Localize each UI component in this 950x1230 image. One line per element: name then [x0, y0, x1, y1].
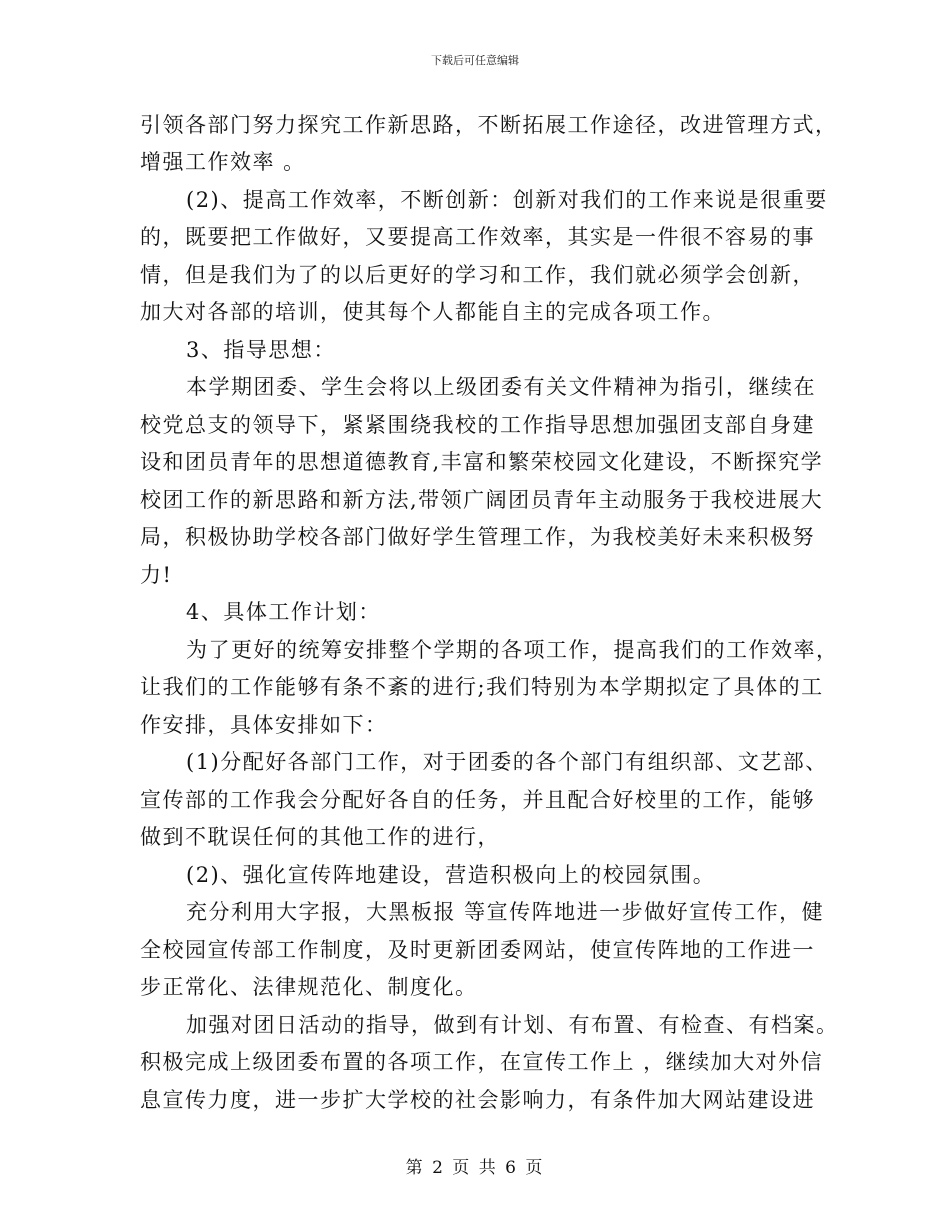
text-line: 步正常化、法律规范化、制度化。 [140, 975, 478, 999]
text-line: 积极完成上级团委布置的各项工作，在宣传工作上 ，继续加大对外信 [140, 1050, 824, 1074]
text-line: 校党总支的领导下，紧紧围绕我校的工作指导思想加强团支部自身建 [140, 413, 815, 437]
text-line: 局，积极协助学校各部门做好学生管理工作，为我校美好未来积极努 [140, 525, 815, 549]
text-line: 的，既要把工作做好，又要提高工作效率，其实是一件很不容易的事 [140, 225, 815, 249]
text-line: (2)、强化宣传阵地建设，营造积极向上的校园氛围。 [186, 863, 716, 887]
page-footer: 第 2 页 共 6 页 [405, 1158, 545, 1178]
text-line: 增强工作效率 。 [140, 150, 306, 174]
text-line: 息宣传力度，进一步扩大学校的社会影响力，有条件加大网站建设进 [140, 1088, 815, 1112]
text-line: 宣传部的工作我会分配好各自的任务，并且配合好校里的工作，能够 [140, 788, 815, 812]
text-line: 充分利用大字报，大黑板报 等宣传阵地进一步做好宣传工作，健 [186, 900, 825, 924]
section-heading: 4、具体工作计划： [186, 600, 381, 624]
text-line: 让我们的工作能够有条不紊的进行;我们特别为本学期拟定了具体的工 [140, 675, 824, 699]
text-line: 全校园宣传部工作制度，及时更新团委网站，使宣传阵地的工作进一 [140, 938, 815, 962]
text-line: 加强对团日活动的指导，做到有计划、有布置、有检查、有档案。 [186, 1013, 839, 1037]
text-line: 力! [140, 563, 173, 587]
text-line: 作安排，具体安排如下： [140, 713, 388, 737]
text-line: (1)分配好各部门工作，对于团委的各个部门有组织部、文艺部、 [186, 750, 828, 774]
section-heading: 3、指导思想： [186, 338, 336, 362]
page-header: 下载后可任意编辑 [431, 54, 519, 67]
text-line: 引领各部门努力探究工作新思路，不断拓展工作途径，改进管理方式， [140, 113, 838, 137]
text-line: 情，但是我们为了的以后更好的学习和工作，我们就必须学会创新， [140, 263, 815, 287]
text-line: 做到不耽误任何的其他工作的进行， [140, 825, 500, 849]
text-line: 设和团员青年的思想道德教育,丰富和繁荣校园文化建设，不断探究学 [140, 450, 824, 474]
text-line: (2)、提高工作效率，不断创新：创新对我们的工作来说是很重要 [186, 188, 828, 212]
text-line: 为了更好的统筹安排整个学期的各项工作，提高我们的工作效率， [186, 638, 839, 662]
text-line: 校团工作的新思路和新方法,带领广阔团员青年主动服务于我校进展大 [140, 488, 824, 512]
text-line: 加大对各部的培训，使其每个人都能自主的完成各项工作。 [140, 300, 725, 324]
text-line: 本学期团委、学生会将以上级团委有关文件精神为指引，继续在 [186, 375, 816, 399]
